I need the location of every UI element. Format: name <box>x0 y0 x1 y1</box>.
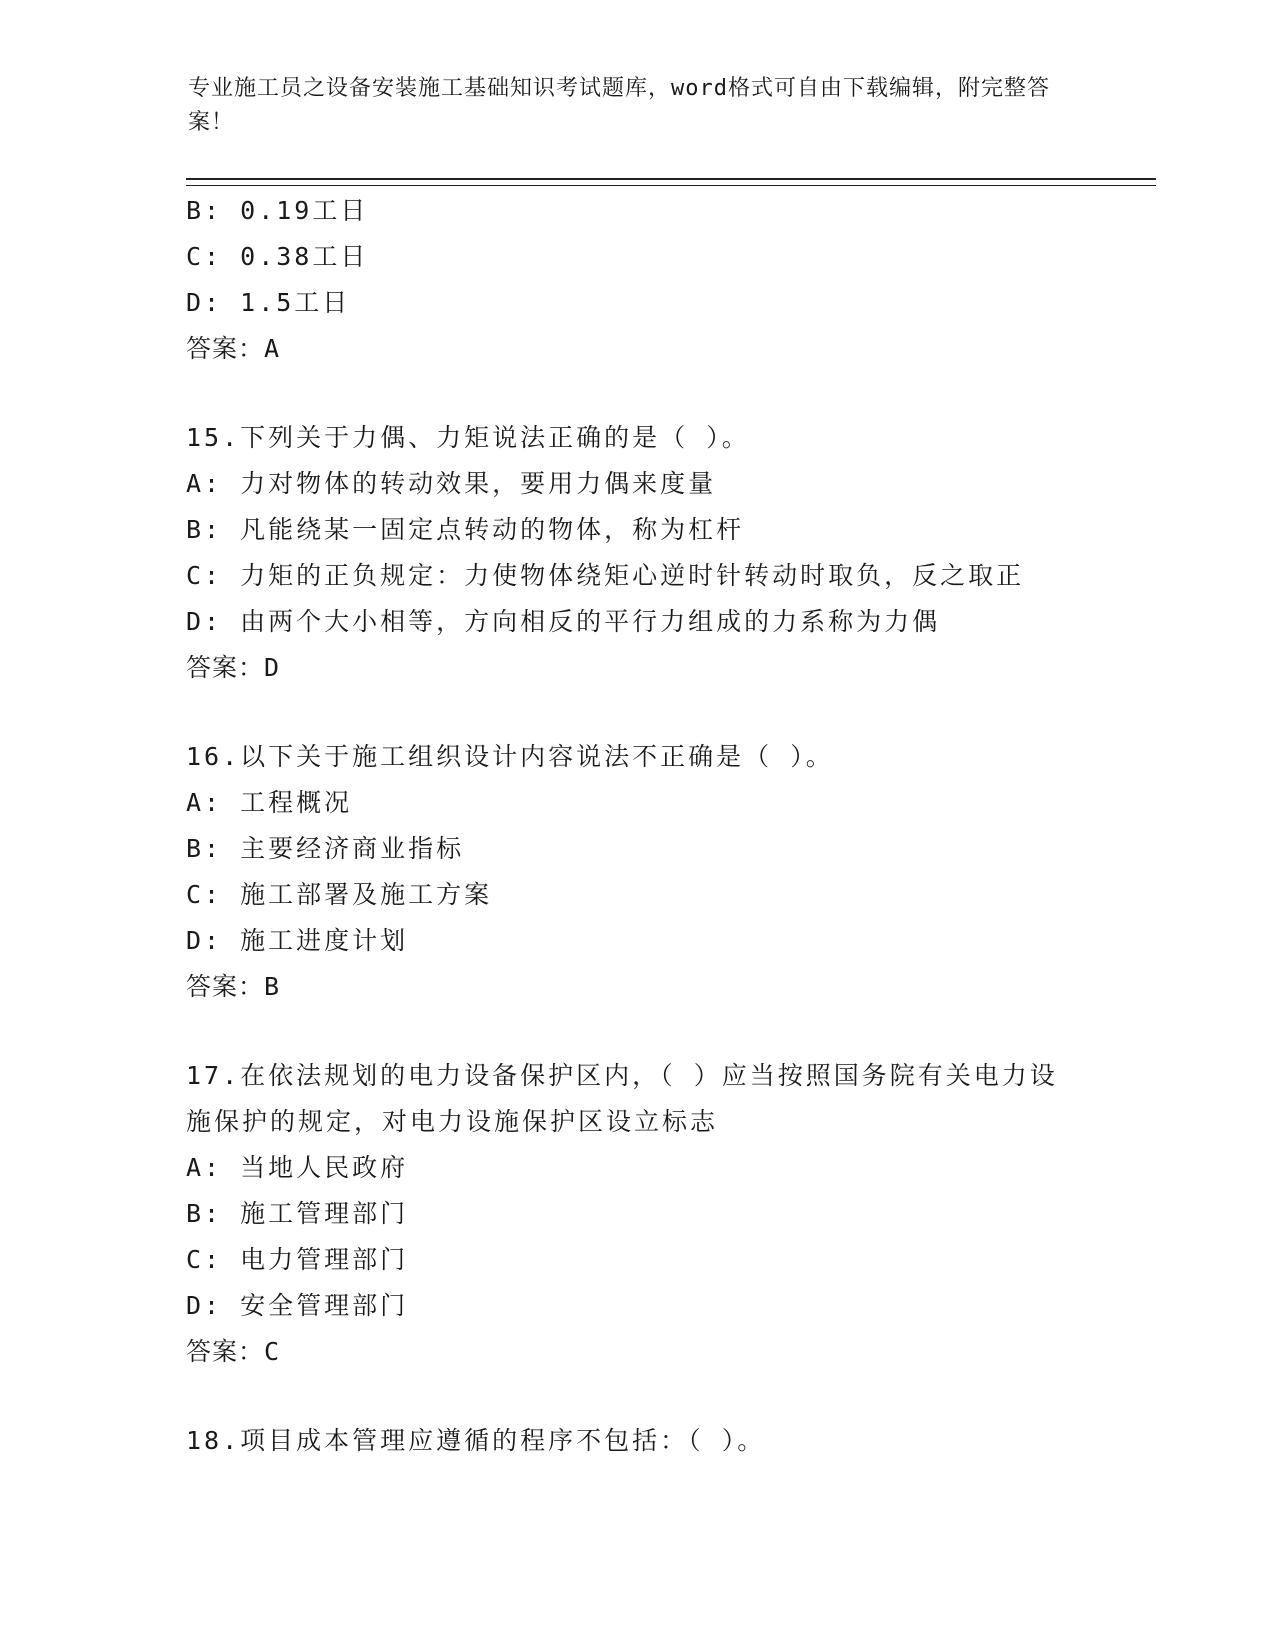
option-a: A: 工程概况 <box>186 788 353 817</box>
option-c: C: 施工部署及施工方案 <box>186 880 493 909</box>
option-d: D: 由两个大小相等，方向相反的平行力组成的力系称为力偶 <box>186 607 941 636</box>
option-b: B: 0.19工日 <box>186 196 369 225</box>
answer-label: 答案： <box>186 653 265 682</box>
option-d: D: 1.5工日 <box>186 288 351 317</box>
answer-label: 答案： <box>186 972 265 1001</box>
option-a: A: 当地人民政府 <box>186 1153 409 1182</box>
question-18 <box>186 1418 1086 1464</box>
answer-value: B <box>264 972 281 1001</box>
option-c: C: 力矩的正负规定：力使物体绕矩心逆时针转动时取负，反之取正 <box>186 561 1025 590</box>
answer-line <box>186 1329 1086 1375</box>
answer-value: D <box>264 653 281 682</box>
option-c: C: 电力管理部门 <box>186 1245 409 1274</box>
answer-line <box>186 326 1086 372</box>
question-list <box>186 188 1086 1464</box>
answer-line <box>186 645 1086 691</box>
question-stem: 18.项目成本管理应遵循的程序不包括：（ ）。 <box>186 1426 766 1455</box>
answer-value: A <box>264 334 281 363</box>
option-b: B: 主要经济商业指标 <box>186 834 465 863</box>
question-16 <box>186 734 1086 1010</box>
page-header-title: 专业施工员之设备安装施工基础知识考试题库，word格式可自由下载编辑，附完整答案！ <box>188 76 1050 135</box>
question-stem: 17.在依法规划的电力设备保护区内，（ ）应当按照国务院有关电力设施保护的规定，对电力设施保护区设立标志 <box>186 1061 1058 1136</box>
option-b: B: 凡能绕某一固定点转动的物体，称为杠杆 <box>186 515 745 544</box>
option-d: D: 施工进度计划 <box>186 926 409 955</box>
option-b: B: 施工管理部门 <box>186 1199 409 1228</box>
question-15 <box>186 415 1086 691</box>
option-c: C: 0.38工日 <box>186 242 369 271</box>
answer-line <box>186 964 1086 1010</box>
question-17 <box>186 1053 1086 1375</box>
option-d: D: 安全管理部门 <box>186 1291 409 1320</box>
answer-label: 答案： <box>186 1337 265 1366</box>
question-14-continued <box>186 188 1086 372</box>
question-stem: 16.以下关于施工组织设计内容说法不正确是（ ）。 <box>186 742 834 771</box>
answer-value: C <box>264 1337 281 1366</box>
header-divider <box>186 178 1156 186</box>
question-stem: 15.下列关于力偶、力矩说法正确的是（ ）。 <box>186 423 750 452</box>
option-a: A: 力对物体的转动效果，要用力偶来度量 <box>186 469 717 498</box>
answer-label: 答案： <box>186 334 265 363</box>
